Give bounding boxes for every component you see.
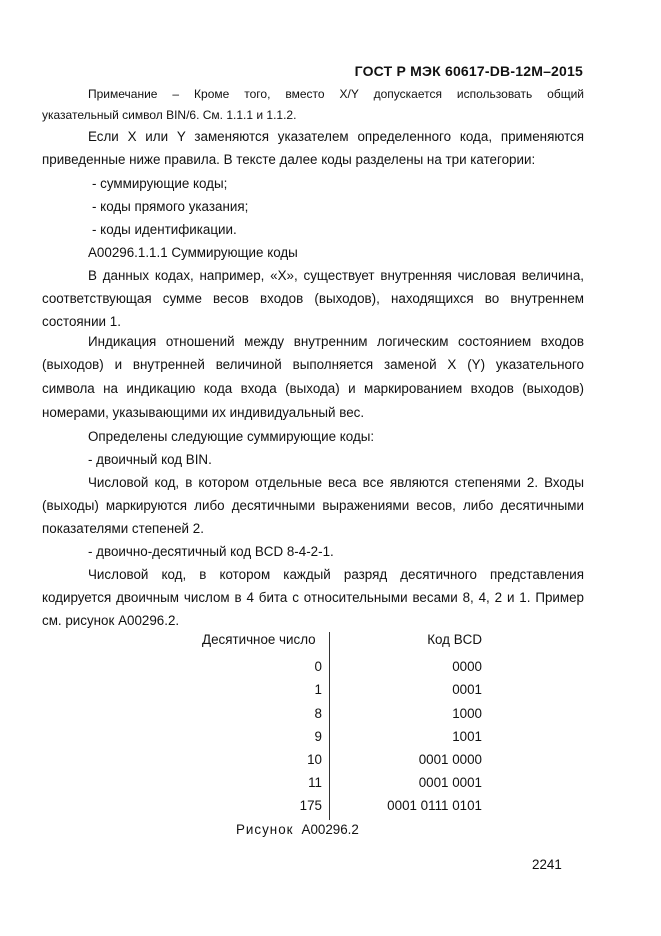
- paragraph-6-line-1: Числовой код, в котором отдельные веса все являются степенями 2. Входы: [88, 475, 584, 490]
- paragraph-8-line-1: Числовой код, в котором каждый разряд десятичного представления: [88, 567, 584, 582]
- paragraph-2-line-2: соответствующая сумме весов входов (выходов), находящихся во внутреннем: [42, 291, 584, 306]
- table-cell-decimal: 175: [299, 798, 322, 813]
- note-line-2: указательный символ BIN/6. См. 1.1.1 и 1.1.2.: [42, 108, 297, 122]
- table-cell-decimal: 8: [314, 706, 322, 721]
- table-cell-bcd: 0000: [452, 659, 482, 674]
- paragraph-8-line-3: см. рисунок A00296.2.: [42, 613, 180, 628]
- paragraph-7: - двоично-десятичный код BCD 8-4-2-1.: [88, 544, 334, 559]
- figure-caption: [236, 822, 359, 837]
- paragraph-2-line-3: состоянии 1.: [42, 314, 121, 329]
- list-item-3: - коды идентификации.: [92, 222, 237, 237]
- paragraph-2-line-1: В данных кодах, например, «X», существует внутренняя числовая величина,: [88, 268, 584, 283]
- table-cell-bcd: 0001: [452, 682, 482, 697]
- paragraph-1-line-2: приведенные ниже правила. В тексте далее коды разделены на три категории:: [42, 152, 536, 167]
- table-cell-bcd: 1001: [452, 729, 482, 744]
- table-cell-decimal: 11: [308, 775, 322, 790]
- list-item-1: - суммирующие коды;: [92, 176, 228, 191]
- section-heading: A00296.1.1.1 Суммирующие коды: [88, 245, 298, 260]
- paragraph-6-line-3: показателями степеней 2.: [42, 521, 204, 536]
- table-cell-decimal: 9: [314, 729, 322, 744]
- figure-caption-id: A00296.2: [301, 822, 359, 837]
- paragraph-5: - двоичный код BIN.: [88, 452, 212, 467]
- table-cell-decimal: 0: [314, 659, 322, 674]
- list-item-2: - коды прямого указания;: [92, 199, 249, 214]
- table-cell-bcd: 0001 0001: [418, 775, 482, 790]
- paragraph-3-line-4: номерами, указывающими их индивидуальный вес.: [42, 405, 365, 420]
- paragraph-3-line-2: (выходов) и внутренней величиной выполняется заменой X (Y) указательного: [42, 357, 584, 372]
- table-cell-bcd: 1000: [452, 706, 482, 721]
- page-number: 2241: [532, 857, 562, 872]
- bcd-table: [196, 632, 488, 820]
- table-cell-bcd: 0001 0111 0101: [387, 798, 482, 813]
- table-cell-decimal: 10: [307, 752, 322, 767]
- table-header-decimal: Десятичное число: [202, 632, 316, 647]
- paragraph-4: Определены следующие суммирующие коды:: [88, 429, 375, 444]
- paragraph-6-line-2: (выходы) маркируются либо десятичными выражениями весов, либо десятичными: [42, 498, 584, 513]
- paragraph-3-line-1: Индикация отношений между внутренним логическим состоянием входов: [88, 334, 584, 349]
- figure-caption-label: Рисунок: [236, 822, 294, 837]
- table-header-bcd: Код BCD: [427, 632, 482, 647]
- paragraph-8-line-2: кодируется двоичным числом в 4 бита с относительными весами 8, 4, 2 и 1. Пример: [42, 590, 584, 605]
- note-line-1: Примечание – Кроме того, вместо X/Y допускается использовать общий: [88, 87, 584, 101]
- document-header: ГОСТ Р МЭК 60617-DB-12M–2015: [354, 63, 583, 79]
- table-cell-decimal: 1: [314, 682, 322, 697]
- table-cell-bcd: 0001 0000: [418, 752, 482, 767]
- paragraph-3-line-3: символа на индикацию кода входа (выхода) и маркированием входов (выходов): [42, 381, 584, 396]
- table-column-divider: [329, 632, 330, 820]
- paragraph-1-line-1: Если X или Y заменяются указателем определенного кода, применяются: [88, 129, 584, 144]
